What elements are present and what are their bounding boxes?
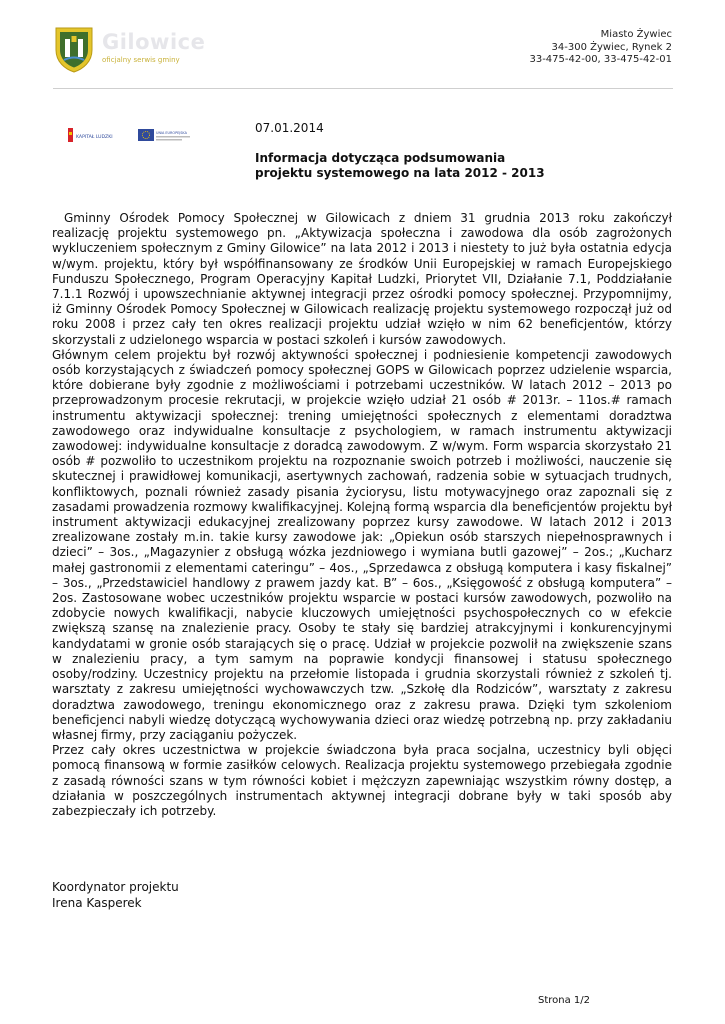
- signature-block: [52, 880, 179, 911]
- signature-name: Irena Kasperek: [52, 895, 142, 910]
- eu-label: UNIA EUROPEJSKA: [156, 131, 187, 135]
- page-number: Strona 1/2: [538, 995, 591, 1006]
- logo-name: Gilowice: [102, 30, 206, 54]
- eu-funding-logos: [68, 126, 196, 144]
- signature-role: Koordynator projektu: [52, 880, 179, 894]
- document-title: [255, 151, 545, 181]
- crest-icon: [52, 24, 96, 74]
- body-paragraph-2: Głównym celem projektu był rozwój aktywności społecznej i podniesienie kompetencji zawodowych osób korzystających z świadczeń pomocy społecznej GOPS w Gilowicach poprzez udzielenie wsparcia, które dobierane były zgodnie z możliwościami i potrzebami uczestników. W latach 2012 – 2013 po przeprowadzonym procesie rekrutacji, w projekcie wzięło udział 21 osób # 2013r. – 11os.# ramach instrumentu aktywizacji społecznej: trening umiejętności społecznych z elementami doradztwa zawodowego oraz indywidualne konsultacje z psychologiem, w ramach instrumentu aktywizacji zawodowej: indywidualne konsultacje z doradcą zawodowym. Z w/wym. Form wsparcia skorzystało 21 osób # pozwoliło to uczestnikom projektu na rozpoznanie swoich potrzeb i możliwości, nauczenie się skutecznej i prawidłowej komunikacji, asertywnych zachowań, radzenia sobie w sytuacjach trudnych, konfliktowych, poznali również zasady pisania życiorysu, listu motywacyjnego oraz zapoznali się z zasadami prowadzenia rozmowy kwalifikacyjnej. Kolejną formą wsparcia dla beneficjentów projektu był instrument aktywizacji edukacyjnej zrealizowany poprzez kursy zawodowe. W latach 2012 i 2013 zrealizowane zostały m.in. takie kursy zawodowe jak: „Opiekun osób starszych niepełnosprawnych i dzieci” – 3os., „Magazynier z obsługą wózka jezdniowego i wymiana butli gazowej” – 2os.; „Kucharz małej gastronomii z elementami cateringu” – 4os., „Sprzedawca z obsługą komputera i kasy fiskalnej” – 3os., „Przedstawiciel handlowy z prawem jazdy kat. B” – 6os., „Księgowość z obsługą komputera” – 2os. Zastosowane wobec uczestników projektu wsparcie w postaci kursów zawodowych, pozwoliło na zdobycie nowych kwalifikacji, nabycie kluczowych umiejętności psychospołecznych co w efekcie zwiększą szansę na znalezienie pracy. Osoby te stały się bardziej atrakcyjnymi i konkurencyjnymi kandydatami w gronie osób starających się o pracę. Udział w projekcie pozwolił na zwiększenie szans w znalezieniu pracy, a tym samym na poprawie kondycji finansowej i statusu społecznego osoby/rodziny. Uczestnicy projektu na przełomie listopada i grudnia skorzystali również z szkoleń tj. warsztaty z zakresu umiejętności wychowawczych tzw. „Szkołę dla Rodziców”, warsztaty z zakresu doradztwa zawodowego, treningu ekonomicznego oraz z zakresu prawa. Dzięki tym szkoleniom beneficjenci nabyli wiedzę dotyczącą wychowywania dzieci oraz wiedzę potrzebną np. przy zakładaniu własnej firmy, przy zaciąganiu pożyczek.: [52, 347, 672, 742]
- body-paragraph-1: Gminny Ośrodek Pomocy Społecznej w Gilowicach z dniem 31 grudnia 2013 roku zakończył realizację projektu systemowego pn. „Aktywizacja społeczna i zawodowa dla osób zagrożonych wykluczeniem społecznym z Gminy Gilowice” na lata 2012 i 2013 i niestety to już była ostatnia edycja w/wym. projektu, który był współfinansowany ze środków Unii Europejskiej w ramach Europejskiego Funduszu Społecznego, Program Operacyjny Kapitał Ludzki, Priorytet VII, Działanie 7.1, Poddziałanie 7.1.1 Rozwój i upowszechnianie aktywnej integracji przez ośrodki pomocy społecznej. Przypomnijmy, iż Gminny Ośrodek Pomocy Społecznej w Gilowicach realizację projektu systemowego rozpoczął już od roku 2008 i przez cały ten okres realizacji projektu udział wzięło w nim 62 beneficjentów, którzy skorzystali z udzielonego wsparcia w postaci szkoleń i kursów zawodowych.: [52, 211, 672, 347]
- gmina-logo[interactable]: [52, 24, 206, 74]
- address-phones: 33-475-42-00, 33-475-42-01: [529, 54, 672, 65]
- address-city: Miasto Żywiec: [600, 29, 672, 40]
- header-divider: [53, 88, 673, 89]
- address-block: [529, 29, 672, 67]
- kapital-ludzki-label: KAPITAŁ LUDZKI: [76, 135, 113, 140]
- logo-tagline: oficjalny serwis gminy: [102, 56, 180, 64]
- eu-flag-logo: [138, 129, 190, 141]
- document-date: 07.01.2014: [255, 121, 324, 135]
- address-street: 34-300 Żywiec, Rynek 2: [551, 41, 672, 53]
- document-title-line-2: projektu systemowego na lata 2012 - 2013: [255, 166, 545, 180]
- document-title-line-1: Informacja dotycząca podsumowania: [255, 151, 506, 165]
- document-body: [52, 211, 672, 819]
- kapital-ludzki-logo: [68, 128, 113, 142]
- body-paragraph-3: Przez cały okres uczestnictwa w projekcie świadczona była praca socjalna, uczestnicy byli objęci pomocą finansową w formie zasiłków celowych. Realizacja projektu systemowego przebiegała zgodnie z zasadą równości szans w tym równości kobiet i mężczyzn zapewniając wszystkim równy dostęp, a działania w poszczególnych instrumentach aktywnej integracji dobrane były w taki sposób aby zabezpieczały ich potrzeby.: [52, 743, 672, 818]
